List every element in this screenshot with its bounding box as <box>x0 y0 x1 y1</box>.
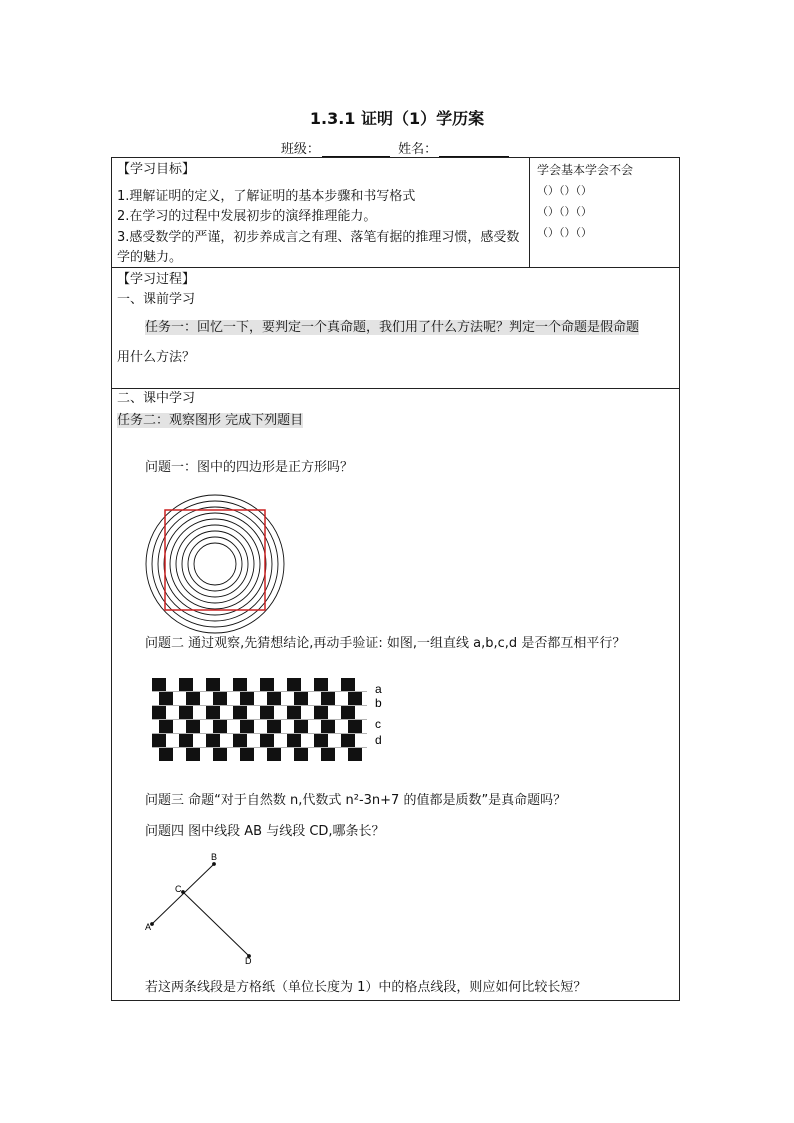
class-blank[interactable] <box>322 142 390 157</box>
goal-item-2: 2.在学习的过程中发展初步的演绎推理能力。 <box>117 209 377 224</box>
line-label-d: d <box>375 733 382 747</box>
question-4-followup: 若这两条线段是方格纸（单位长度为 1）中的格点线段，则应如何比较长短？ <box>145 980 587 995</box>
question-3: 问题三 命题“对于自然数 n,代数式 n²-3n+7 的值都是质数”是真命题吗？ <box>145 793 567 808</box>
name-label: 姓名： <box>398 142 438 157</box>
line-label-c: c <box>375 717 381 731</box>
goal-item-3: 3.感受数学的严谨，初步养成言之有理、落笔有据的推理习惯，感受数学的魅力。 <box>117 230 520 265</box>
class-label: 班级： <box>280 142 320 157</box>
in-class-heading: 二、课中学习 <box>117 391 196 406</box>
task1-continuation: 用什么方法？ <box>117 350 196 365</box>
cafe-wall-figure <box>152 678 392 768</box>
page-title: 1.3.1 证明（1）学历案 <box>309 109 485 128</box>
question-2: 问题二 通过观察,先猜想结论,再动手验证: 如图,一组直线 a,b,c,d 是否都互相平行？ <box>145 636 626 651</box>
question-1: 问题一：图中的四边形是正方形吗？ <box>145 460 354 475</box>
segments-figure <box>140 852 270 967</box>
task1-text <box>145 318 639 338</box>
task1-line: 任务一：回忆一下，要判定一个真命题，我们用了什么方法呢？判定一个命题是假命题 <box>145 320 640 335</box>
concentric-circles-figure <box>145 494 285 634</box>
point-a-label: A <box>145 922 152 932</box>
worksheet-table <box>111 157 680 1001</box>
line-label-a: a <box>375 682 382 696</box>
self-eval-row-3[interactable]: （）（）（） <box>537 226 592 239</box>
self-eval-row-2[interactable]: （）（）（） <box>537 205 592 218</box>
question-4: 问题四 图中线段 AB 与线段 CD,哪条长？ <box>145 824 385 839</box>
task2-text <box>117 411 303 431</box>
point-c-label: C <box>175 884 182 894</box>
process-heading: 【学习过程】 <box>117 272 196 287</box>
name-blank[interactable] <box>439 142 509 157</box>
student-info-line <box>0 138 794 157</box>
pre-class-heading: 一、课前学习 <box>117 292 196 307</box>
point-b-label: B <box>211 852 218 862</box>
goals-heading: 【学习目标】 <box>117 162 196 177</box>
point-d-label: D <box>245 956 252 966</box>
task2-line: 任务二：观察图形 完成下列题目 <box>117 413 304 428</box>
self-eval-header: 学会基本学会不会 <box>537 163 634 177</box>
row-divider-2 <box>112 388 679 389</box>
self-eval-row-1[interactable]: （）（）（） <box>537 184 592 197</box>
column-divider <box>529 158 530 268</box>
line-label-b: b <box>375 696 382 710</box>
goal-item-1: 1.理解证明的定义，了解证明的基本步骤和书写格式 <box>117 189 416 204</box>
